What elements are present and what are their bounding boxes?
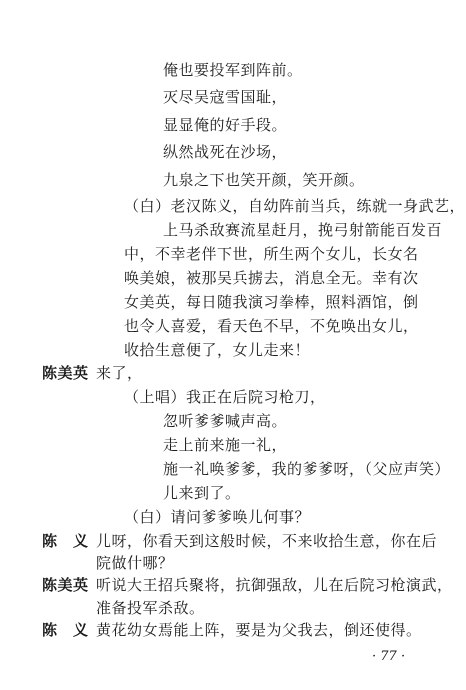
page-number: · 77 · — [372, 649, 406, 664]
speaker-name: 陈 义 — [42, 532, 89, 550]
text-line: 中，不幸老伴下世，所生两个女儿，长女名 — [124, 245, 419, 263]
text-line: 纵然战死在沙场， — [163, 143, 288, 161]
text-line: 俺也要投军到阵前。 — [163, 61, 303, 79]
text-line: 灭尽吴寇雪国耻， — [163, 88, 288, 106]
text-line: 忽听爹爹喊声高。 — [163, 412, 288, 430]
text-line: 听说大王招兵聚将，抗御强敌，儿在后院习枪演武， — [96, 576, 453, 594]
text-line: 施一礼唤爹爹，我的爹爹呀，（父应声笑） — [163, 460, 451, 478]
text-line: 唤美娘，被那吴兵掳去，消息全无。幸有次 — [124, 269, 419, 287]
speaker-name: 陈美英 — [42, 576, 89, 594]
text-line: 女美英，每日随我演习拳棒，照料酒馆，倒 — [124, 293, 419, 311]
speaker-name: 陈美英 — [42, 364, 89, 382]
text-line: （白）老汉陈义，自幼阵前当兵，练就一身武艺， — [124, 197, 466, 215]
text-line: 准备投军杀敌。 — [96, 599, 205, 617]
text-line: （白）请问爹爹唤儿何事？ — [124, 508, 311, 526]
text-line: 黄花幼女焉能上阵，要是为父我去，倒还使得。 — [96, 621, 422, 639]
text-line: （上唱）我正在后院习枪刀， — [124, 388, 326, 406]
text-line: 儿来到了。 — [163, 484, 241, 502]
text-line: 收拾生意便了，女儿走来！ — [124, 341, 311, 359]
text-line: 也令人喜爱，看天色不早，不免唤出女儿， — [124, 317, 419, 335]
text-line: 走上前来施一礼， — [163, 436, 288, 454]
speaker-name: 陈 义 — [42, 621, 89, 639]
text-line: 上马杀敌赛流星赶月，挽弓射箭能百发百 — [163, 221, 443, 239]
text-line: 儿呀，你看天到这般时候，不来收拾生意，你在后 — [96, 532, 438, 550]
text-line: 来了， — [96, 364, 143, 382]
text-line: 显显俺的好手段。 — [163, 116, 288, 134]
text-line: 九泉之下也笑开颜，笑开颜。 — [163, 171, 365, 189]
text-line: 院做什哪？ — [96, 554, 174, 572]
